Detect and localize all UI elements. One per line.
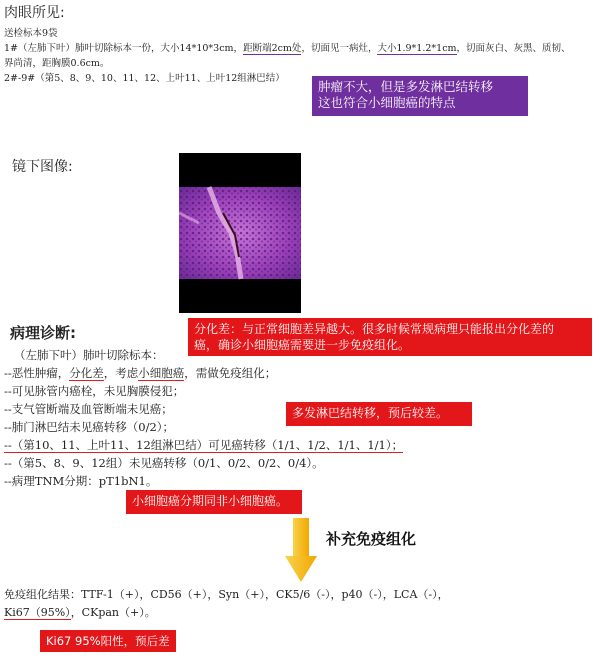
gross-line-4: 2#-9#（第5、8、9、10、11、12、上叶11、上叶12组淋巴结）: [4, 73, 285, 84]
callout-purple-line-2: 这也符合小细胞癌的特点: [318, 95, 456, 110]
diag-line-1: （左肺下叶）肺叶切除标本：: [14, 348, 164, 362]
gross-line-2-part: ，切面灰白、灰黑、质韧、: [456, 43, 571, 54]
gross-line-2-part: ，切面见一病灶，: [301, 43, 378, 54]
ihc-line-2: [4, 604, 156, 622]
callout-purple: [312, 76, 528, 116]
callout-red-lymph: 多发淋巴结转移，预后较差。: [286, 402, 472, 426]
diag-line-6: [4, 436, 403, 454]
gross-distance-highlight: 距断端2cm处: [243, 43, 302, 54]
callout-red-differentiation-line-1: 分化差：与正常细胞差异越大。很多时候常规病理只能报出分化差的: [194, 322, 555, 336]
callout-red-ki67: Ki67 95%阳性，预后差: [40, 630, 176, 652]
diagnosis-title: 病理诊断:: [10, 324, 76, 342]
diag-line-5: --肺门淋巴结未见癌转移（0/2）；: [4, 420, 175, 434]
arrow-label: 补充免疫组化: [326, 530, 417, 548]
gross-title: 肉眼所见:: [4, 5, 65, 21]
diag-small-cell: 小细胞癌: [138, 366, 185, 380]
diag-line-2-part: ，需做免疫组化；: [184, 366, 277, 380]
diag-line-2-part: --恶性肿瘤，: [4, 366, 70, 380]
down-arrow-icon: [284, 518, 318, 584]
diag-metastasis-line: --（第10、11、上叶11、12组淋巴结）可见癌转移（1/1、1/2、1/1、1/1）；: [4, 438, 404, 452]
callout-red-differentiation: [188, 318, 592, 356]
diag-line-3: --可见脉管内癌栓，未见胸膜侵犯；: [4, 384, 185, 398]
micrograph-svg: [179, 153, 301, 313]
gross-line-3: 界尚清，距胸膜0.6cm。: [4, 58, 110, 69]
callout-red-staging: 小细胞癌分期同非小细胞癌。: [126, 490, 302, 514]
diag-poorly-differentiated: 分化差: [69, 366, 104, 380]
micro-title: 镜下图像:: [12, 159, 73, 175]
micrograph-image: [179, 153, 301, 313]
diag-line-2: [4, 364, 276, 382]
diag-line-2-part: ，考虑: [103, 366, 139, 380]
gross-size-highlight: 大小1.9*1.2*1cm: [377, 43, 457, 54]
gross-line-2: [4, 41, 571, 56]
gross-line-2-part: 1#（左肺下叶）肺叶切除标本一份，大小14*10*3cm，: [4, 43, 244, 54]
ihc-ki67: Ki67（95%）: [4, 606, 71, 619]
callout-red-differentiation-line-2: 癌，确诊小细胞癌需要进一步免疫组化。: [194, 338, 411, 352]
diag-line-4: --支气管断端及血管断端未见癌；: [4, 402, 173, 416]
ihc-line-2-rest: ，CKpan（+）。: [70, 606, 156, 619]
ihc-line-1: 免疫组化结果：TTF-1（+），CD56（+），Syn（+），CK5/6（-），p40（-），LCA（-），: [4, 588, 449, 601]
callout-purple-line-1: 肿瘤不大，但是多发淋巴结转移: [318, 79, 494, 94]
diag-line-8: --病理TNM分期：pT1bN1。: [4, 474, 158, 488]
gross-line-1: 送检标本9袋: [4, 28, 58, 39]
diag-line-7: --（第5、8、9、12组）未见癌转移（0/1、0/2、0/2、0/4）。: [4, 456, 324, 470]
